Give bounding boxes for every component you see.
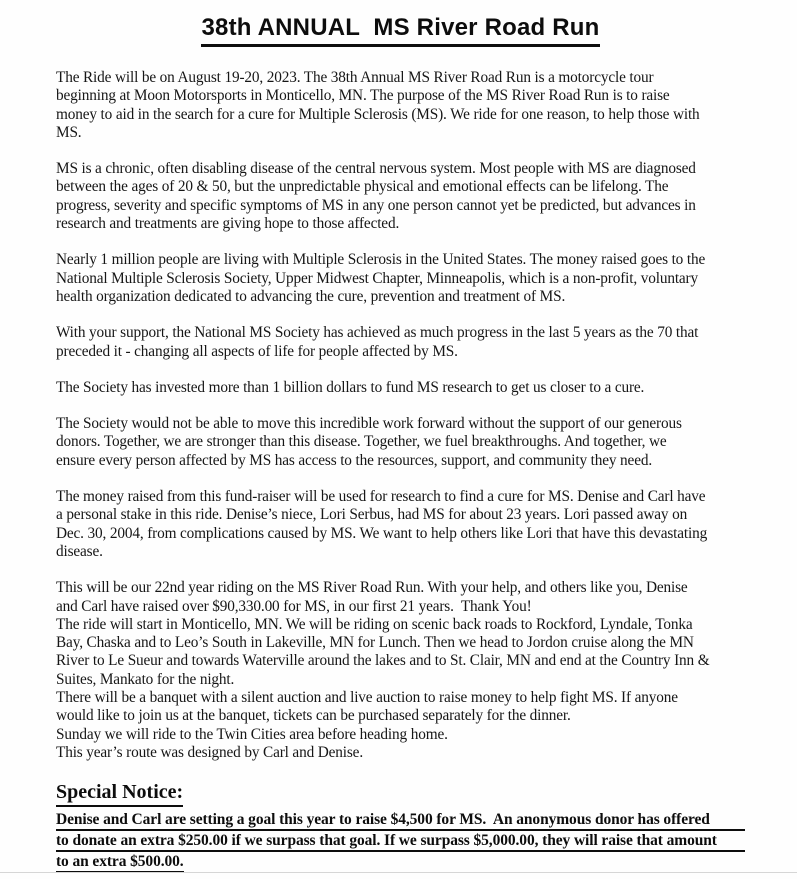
- special-notice: [56, 781, 745, 873]
- text-line: This will be our 22nd year riding on the MS River Road Run. With your help, and others like you, Denise: [56, 579, 688, 597]
- paragraph: [56, 324, 745, 361]
- text-line: Dec. 30, 2004, from complications caused by MS. We want to help others like Lori that have this devastating: [56, 524, 708, 542]
- special-notice-line: to donate an extra $250.00 if we surpass that goal. If we surpass $5,000.00, they will raise that amount: [56, 832, 745, 852]
- document-title: 38th ANNUAL MS River Road Run: [201, 14, 599, 47]
- text-line: between the ages of 20 & 50, but the unpredictable physical and emotional effects can be lifelong. The: [56, 178, 669, 196]
- text-line: money to aid in the search for a cure for Multiple Sclerosis (MS). We ride for one reason, to help those with: [56, 105, 700, 123]
- special-notice-heading: Special Notice:: [56, 781, 183, 807]
- paragraph: [56, 579, 745, 762]
- paragraph: [56, 251, 745, 306]
- text-line: The ride will start in Monticello, MN. We will be riding on scenic back roads to Rockford, Lyndale, Tonka: [56, 615, 693, 633]
- text-line: beginning at Moon Motorsports in Monticello, MN. The purpose of the MS River Road Run is to raise: [56, 87, 670, 105]
- paragraph: [56, 415, 745, 470]
- text-line: The Society would not be able to move this incredible work forward without the support of our generous: [56, 415, 682, 433]
- paragraph: [56, 160, 745, 233]
- paragraph: [56, 379, 745, 397]
- text-line: The money raised from this fund-raiser will be used for research to find a cure for MS. Denise and Carl have: [56, 488, 706, 506]
- special-notice-line: Denise and Carl are setting a goal this year to raise $4,500 for MS. An anonymous donor has offered: [56, 811, 745, 831]
- text-line: MS is a chronic, often disabling disease of the central nervous system. Most people with MS are diagnosed: [56, 160, 696, 178]
- text-line: River to Le Sueur and towards Waterville around the lakes and to St. Clair, MN and end at the Country Inn &: [56, 652, 710, 670]
- text-line: ensure every person affected by MS has access to the resources, support, and community they need.: [56, 451, 653, 469]
- text-line: Suites, Mankato for the night.: [56, 670, 235, 688]
- text-line: would like to join us at the banquet, tickets can be purchased separately for the dinner.: [56, 707, 571, 725]
- text-line: Bay, Chaska and to Leo’s South in Lakeville, MN for Lunch. Then we head to Jordon cruise along the MN: [56, 634, 694, 652]
- text-line: National Multiple Sclerosis Society, Upper Midwest Chapter, Minneapolis, which is a non-profit, voluntary: [56, 269, 699, 287]
- text-line: Sunday we will ride to the Twin Cities area before heading home.: [56, 725, 448, 743]
- scan-artifact-line: [0, 872, 797, 873]
- text-line: With your support, the National MS Society has achieved as much progress in the last 5 years as the 70 that: [56, 324, 699, 342]
- text-line: research and treatments are giving hope to those affected.: [56, 215, 400, 233]
- text-line: The Society has invested more than 1 billion dollars to fund MS research to get us closer to a cure.: [56, 378, 645, 396]
- text-line: progress, severity and specific symptoms of MS in any one person cannot yet be predicted, but advances in: [56, 196, 696, 214]
- text-line: and Carl have raised over $90,330.00 for MS, in our first 21 years. Thank You!: [56, 597, 532, 615]
- text-line: preceded it - changing all aspects of life for people affected by MS.: [56, 342, 458, 360]
- text-line: a personal stake in this ride. Denise’s niece, Lori Serbus, had MS for about 23 years. Lori passed away on: [56, 506, 688, 524]
- paragraph: [56, 488, 745, 561]
- text-line: There will be a banquet with a silent auction and live auction to raise money to help fight MS. If anyone: [56, 689, 678, 707]
- text-line: donors. Together, we are stronger than this disease. Together, we fuel breakthroughs. And together, we: [56, 433, 667, 451]
- text-line: This year’s route was designed by Carl and Denise.: [56, 743, 363, 761]
- special-notice-line: to an extra $500.00.: [56, 853, 184, 873]
- text-line: Nearly 1 million people are living with Multiple Sclerosis in the United States. The money raised goes to the: [56, 251, 706, 269]
- text-line: The Ride will be on August 19-20, 2023. The 38th Annual MS River Road Run is a motorcycle tour: [56, 69, 654, 86]
- text-line: disease.: [56, 542, 103, 560]
- paragraph: [56, 69, 745, 142]
- text-line: health organization dedicated to advancing the cure, prevention and treatment of MS.: [56, 287, 566, 305]
- paragraphs: [56, 69, 745, 762]
- text-line: MS.: [56, 123, 82, 141]
- special-notice-lines: [56, 811, 745, 873]
